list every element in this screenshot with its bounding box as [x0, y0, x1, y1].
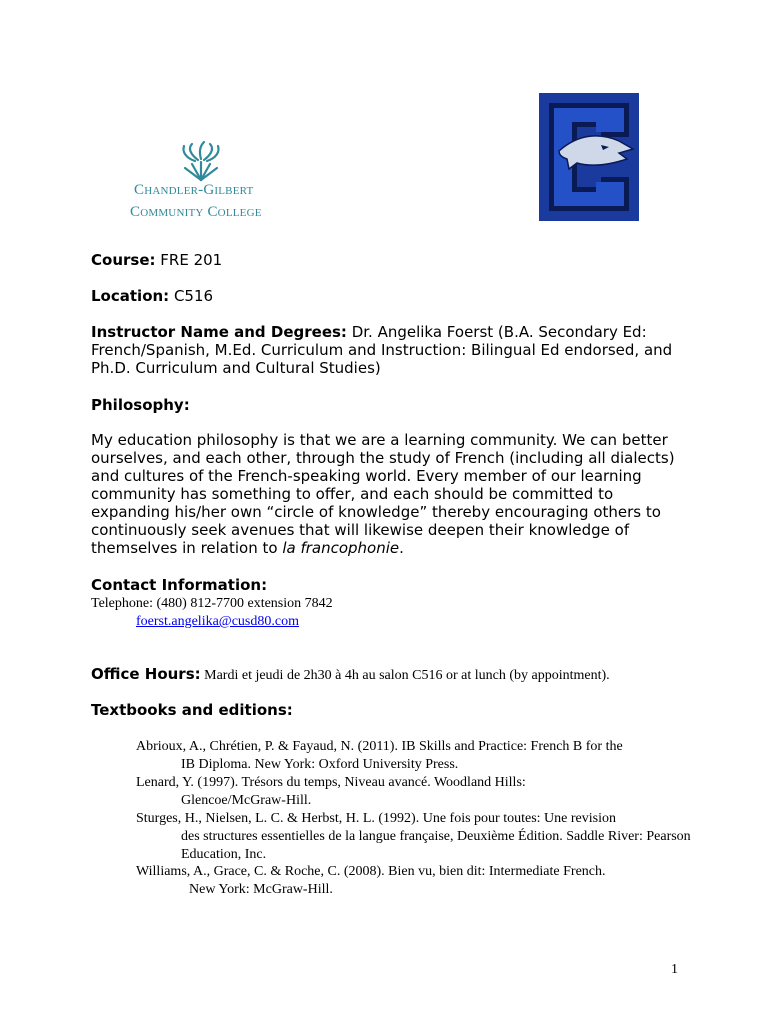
email-link[interactable]: foerst.angelika@cusd80.com [136, 614, 299, 629]
reference-continuation: des structures essentielles de la langue française, Deuxième Édition. Saddle River: Pearson Education, Inc. [181, 829, 691, 862]
reference-entry [136, 863, 696, 899]
college-name-line1: Chandler-Gilbert [134, 182, 254, 198]
course-line [91, 251, 691, 269]
philosophy-text: My education philosophy is that we are a learning community. We can better ourselves, and each other, through the study of French (including all dialects) and cultures of the French-speaking world. Every member of our learning community has something to offer, and each should be committed to expanding his/her own “circle of knowledge” thereby encouraging others to continuously seek avenues that will likewise deepen their knowledge of themselves in relation to [91, 431, 675, 557]
office-hours-line [91, 665, 691, 685]
reference-entry [136, 810, 696, 864]
page-number: 1 [671, 962, 678, 977]
sunburst-icon [178, 140, 224, 182]
contact-heading: Contact Information: [91, 576, 268, 594]
philosophy-italic-text: la francophonie [282, 539, 400, 557]
textbooks-heading: Textbooks and editions: [91, 701, 293, 719]
instructor-value: Dr. Angelika Foerst (B.A. Secondary Ed: French/Spanish, M.Ed. Curriculum and Instruction: Bilingual Ed endorsed, and Ph.D. Curriculum and Cultural Studies) [91, 323, 673, 377]
location-line [91, 287, 691, 305]
college-logo [128, 140, 278, 230]
office-hours-label: Office Hours: [91, 665, 201, 683]
college-name-line2: Community College [130, 204, 262, 220]
reference-continuation: New York: McGraw-Hill. [189, 882, 333, 897]
philosophy-paragraph [91, 431, 681, 557]
course-label: Course: [91, 251, 156, 269]
location-label: Location: [91, 287, 170, 305]
reference-continuation: Glencoe/McGraw-Hill. [181, 793, 312, 808]
philosophy-end: . [399, 539, 404, 557]
reference-line: Abrioux, A., Chrétien, P. & Fayaud, N. (2011). IB Skills and Practice: French B for the [136, 739, 623, 754]
reference-entry [136, 738, 696, 774]
office-hours-value: Mardi et jeudi de 2h30 à 4h au salon C516 or at lunch (by appointment). [200, 668, 610, 683]
reference-line: Williams, A., Grace, C. & Roche, C. (2008). Bien vu, bien dit: Intermediate French. [136, 864, 606, 879]
reference-line: Sturges, H., Nielsen, L. C. & Herbst, H. L. (1992). Une fois pour toutes: Une revision [136, 811, 616, 826]
instructor-label: Instructor Name and Degrees: [91, 323, 347, 341]
reference-line: Lenard, Y. (1997). Trésors du temps, Niveau avancé. Woodland Hills: [136, 775, 526, 790]
reference-continuation: IB Diploma. New York: Oxford University Press. [181, 757, 459, 772]
location-value: C516 [169, 287, 214, 305]
reference-entry [136, 774, 696, 810]
telephone-line: Telephone: (480) 812-7700 extension 7842 [91, 596, 333, 611]
course-value: FRE 201 [155, 251, 223, 269]
school-c-logo [539, 93, 639, 221]
instructor-paragraph [91, 323, 681, 377]
philosophy-heading: Philosophy: [91, 396, 190, 414]
